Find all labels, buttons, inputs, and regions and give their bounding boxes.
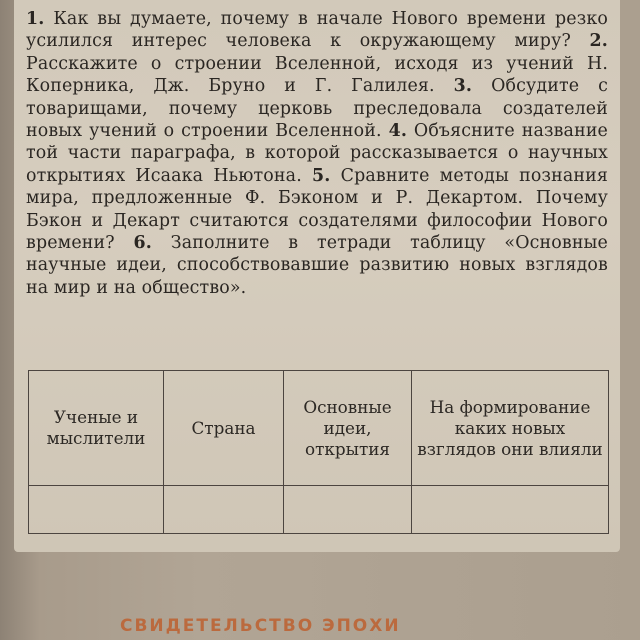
question-5-text: Сравните методы познания мира, предложенные Ф. Бэконом и Р. Декартом. Почему Бэкон и Декарт считаются создателями философии Нового времени?: [26, 165, 608, 254]
table-header-ideas: Основные идеи, открытия: [284, 371, 412, 486]
question-2-text: Расскажите о строении Вселенной, исходя из учений Н. Коперника, Дж. Бруно и Г. Галилея.: [26, 53, 608, 97]
table-row: [29, 486, 609, 534]
table-cell: [284, 486, 412, 534]
table-cell: [412, 486, 609, 534]
ideas-table: [28, 370, 609, 534]
table-cell: [164, 486, 284, 534]
question-1-text: Как вы думаете, почему в начале Нового времени резко усилился интерес человека к окружающему миру?: [26, 9, 608, 52]
section-title: СВИДЕТЕЛЬСТВО ЭПОХИ: [120, 616, 401, 636]
table-header-row: [29, 371, 609, 486]
table-header-country: Страна: [164, 371, 284, 486]
table-header-scientists: Ученые и мыслители: [29, 371, 164, 486]
question-5-number: 5.: [312, 165, 331, 186]
questions-text: [26, 8, 608, 299]
question-2-number: 2.: [589, 31, 609, 52]
question-3-number: 3.: [453, 76, 473, 97]
question-1-number: 1.: [26, 9, 45, 29]
question-6-text: Заполните в тетради таблицу «Основные научные идеи, способствовавшие развитию новых взглядов на мир и на общество».: [26, 233, 608, 298]
question-4-text: Объясните название той части параграфа, в которой рассказывается о научных открытиях Исаака Ньютона.: [26, 121, 608, 186]
table-cell: [29, 486, 164, 534]
question-4-number: 4.: [388, 121, 408, 142]
table-header-influence: На формирование каких новых взглядов они влияли: [412, 371, 609, 486]
question-6-number: 6.: [133, 233, 152, 254]
question-3-text: Обсудите с товарищами, почему церковь преследовала создателей новых учений о строении Вселенной.: [26, 76, 609, 142]
